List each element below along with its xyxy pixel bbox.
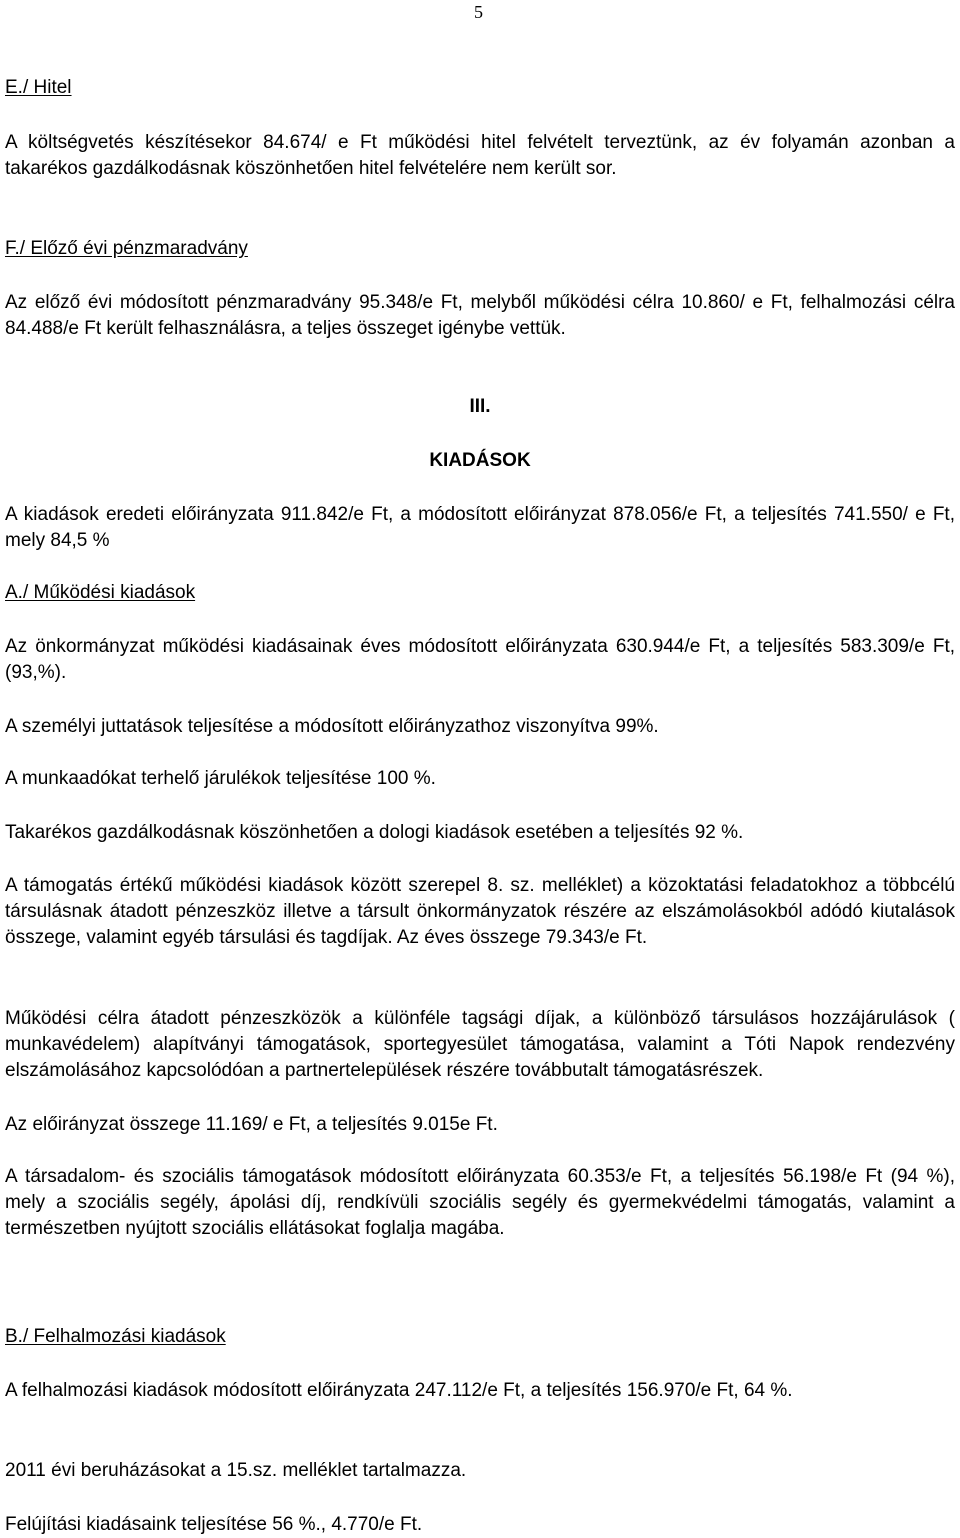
section-b-heading: B./ Felhalmozási kiadások bbox=[5, 1326, 226, 1347]
section-a-paragraph-5: A támogatás értékű működési kiadások között szerepel 8. sz. melléklet) a közoktatási feladatokhoz a többcélú társulásnak átadott pénzeszköz illetve a társult önkormányzatok részére az elszámolásokból adódó kiutalások összege, valamint egyéb társulási és tagdíjak. Az éves összege 79.343/e Ft. bbox=[5, 875, 955, 948]
chapter-title: KIADÁSOK bbox=[429, 450, 531, 471]
chapter-number: III. bbox=[469, 396, 491, 417]
section-a-paragraph-7: A társadalom- és szociális támogatások módosított előirányzata 60.353/e Ft, a teljesítés 56.198/e Ft (94 %), mely a szociális segély, ápolási díj, rendkívüli szociális segély és gyermekvédelmi támogatás, valamint a természetben nyújtott szociális ellátásokat foglalja magába. bbox=[5, 1166, 955, 1239]
page-number: 5 bbox=[474, 2, 483, 22]
section-a-paragraph-6: Működési célra átadott pénzeszközök a különféle tagsági díjak, a különböző társulásos hozzájárulások ( munkavédelem) alapítványi támogatások, sportegyesület támogatása, valamint a Tóti Napok rendezvény elszámolásához kapcsolódóan a partnertelepülések részére továbbutalt támogatásrészek. bbox=[5, 1008, 955, 1081]
section-a-paragraph-6-total: Az előirányzat összege 11.169/ e Ft, a teljesítés 9.015e Ft. bbox=[5, 1114, 498, 1135]
section-a-paragraph-2: A személyi juttatások teljesítése a módosított előirányzathoz viszonyítva 99%. bbox=[5, 716, 659, 737]
section-a-paragraph-1: Az önkormányzat működési kiadásainak éves módosított előirányzata 630.944/e Ft, a teljesítés 583.309/e Ft, (93,%). bbox=[5, 636, 955, 683]
section-f-text: Az előző évi módosított pénzmaradvány 95.348/e Ft, melyből működési célra 10.860/ e Ft, felhalmozási célra 84.488/e Ft került felhasználásra, a teljes összeget igénybe vettük. bbox=[5, 292, 955, 339]
section-a-paragraph-3: A munkaadókat terhelő járulékok teljesítése 100 %. bbox=[5, 768, 436, 789]
section-b-paragraph-3: Felújítási kiadásaink teljesítése 56 %., 4.770/e Ft. bbox=[5, 1514, 423, 1535]
kiadasok-intro: A kiadások eredeti előirányzata 911.842/e Ft, a módosított előirányzat 878.056/e Ft, a teljesítés 741.550/ e Ft, mely 84,5 % bbox=[5, 504, 955, 551]
section-b-paragraph-1: A felhalmozási kiadások módosított előirányzata 247.112/e Ft, a teljesítés 156.970/e Ft, 64 %. bbox=[5, 1380, 793, 1401]
section-e-text: A költségvetés készítésekor 84.674/ e Ft működési hitel felvételt terveztünk, az év folyamán azonban a takarékos gazdálkodásnak köszönhetően hitel felvételére nem került sor. bbox=[5, 132, 955, 179]
section-e-heading: E./ Hitel bbox=[5, 77, 72, 98]
section-b-paragraph-2: 2011 évi beruházásokat a 15.sz. melléklet tartalmazza. bbox=[5, 1460, 467, 1481]
section-f-heading: F./ Előző évi pénzmaradvány bbox=[5, 238, 248, 259]
section-a-heading: A./ Működési kiadások bbox=[5, 582, 196, 603]
section-a-paragraph-4: Takarékos gazdálkodásnak köszönhetően a dologi kiadások esetében a teljesítés 92 %. bbox=[5, 822, 744, 843]
